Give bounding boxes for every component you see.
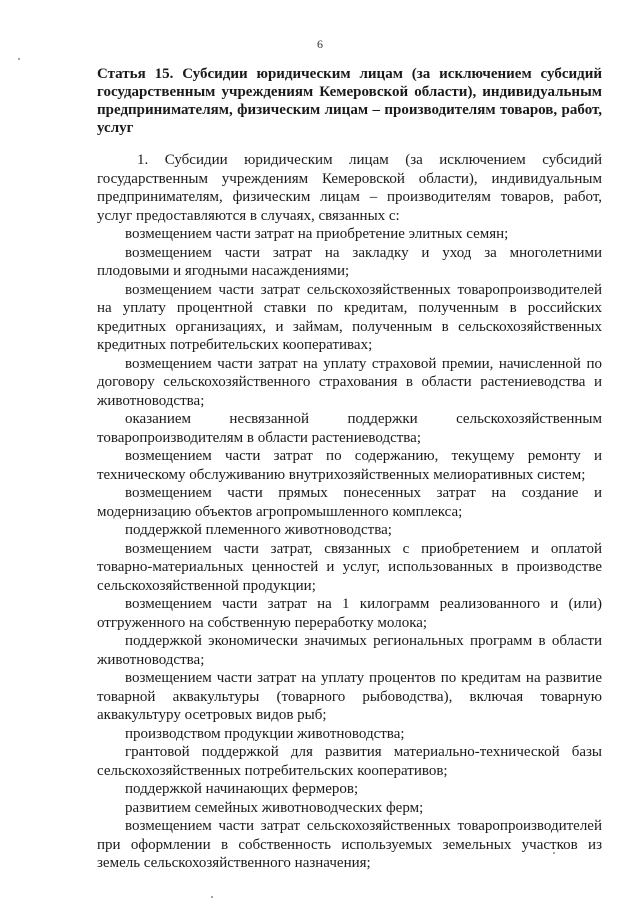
list-item-aquaculture-credit: возмещением части затрат на уплату процентов по кредитам на развитие товарной аквакультуры (товарного рыбоводства), включая товарную аквакультуру осетровых видов рыб; xyxy=(97,670,602,723)
list-item-breeding-livestock: поддержкой племенного животноводства; xyxy=(125,522,392,538)
list-item-family-farms: развитием семейных животноводческих ферм; xyxy=(125,799,424,816)
list-item-material-values: возмещением части затрат, связанных с приобретением и оплатой товарно-материальных ценностей и услуг, использованных в производстве сельскохозяйственной продукции; xyxy=(97,540,602,594)
scan-speck xyxy=(553,852,555,854)
list-item-milk-per-kg: возмещением части затрат на 1 килограмм реализованного и (или) отгруженного на собственную переработку молока; xyxy=(97,596,602,631)
list-item-agro-facilities: возмещением части прямых понесенных затрат на создание и модернизацию объектов агропромышленного комплекса; xyxy=(97,485,602,520)
list-item-credit-interest: возмещением части затрат сельскохозяйственных товаропроизводителей на уплату процентной ставки по кредитам, полученным в российских кредитных организациях, и займам, полученным в сельскохозяйственных кредитных потребительских кооперативах; xyxy=(97,281,602,353)
article-title: Статья 15. Субсидии юридическим лицам (за исключением субсидий государственным учреждениям Кемеровской области), индивидуальным предпринимателям, физическим лицам – производителям товаров, работ, услуг xyxy=(97,66,602,136)
list-item-cooperative-grants: грантовой поддержкой для развития материально-технической базы сельскохозяйственных потребительских кооперативов; xyxy=(97,744,602,779)
list-item-livestock-production: производством продукции животноводства; xyxy=(125,725,405,742)
list-item-elite-seeds: возмещением части затрат на приобретение элитных семян; xyxy=(125,226,509,242)
list-item-beginning-farmers: поддержкой начинающих фермеров; xyxy=(125,781,359,797)
list-item-insurance-premium: возмещением части затрат на уплату страховой премии, начисленной по договору сельскохозяйственного страхования в области растениеводства и животноводства; xyxy=(97,355,602,409)
list-item-land-ownership: возмещением части затрат сельскохозяйственных товаропроизводителей при оформлении в собственность используемых земельных участков из земель сельскохозяйственного назначения; xyxy=(97,818,602,871)
list-item-melioration-systems: возмещением части затрат по содержанию, текущему ремонту и техническому обслуживанию внутрихозяйственных мелиоративных систем; xyxy=(97,448,602,483)
paragraph-intro: 1. Субсидии юридическим лицам (за исключением субсидий государственным учреждениям Кемеровской области), индивидуальным предпринимателям, физическим лицам – производителям товаров, работ, услуг предоставляются в случаях, связанных с: xyxy=(97,152,602,224)
list-item-regional-programs: поддержкой экономически значимых региональных программ в области животноводства; xyxy=(97,633,602,668)
scan-speck xyxy=(18,58,20,60)
list-item-unrelated-support: оказанием несвязанной поддержки сельскохозяйственным товаропроизводителям в области растениеводства; xyxy=(97,411,602,446)
page-number: 6 xyxy=(317,37,323,51)
list-item-perennial-plantings: возмещением части затрат на закладку и уход за многолетними плодовыми и ягодными насаждениями; xyxy=(97,244,602,279)
scan-speck xyxy=(211,896,213,898)
article-body xyxy=(97,151,602,873)
